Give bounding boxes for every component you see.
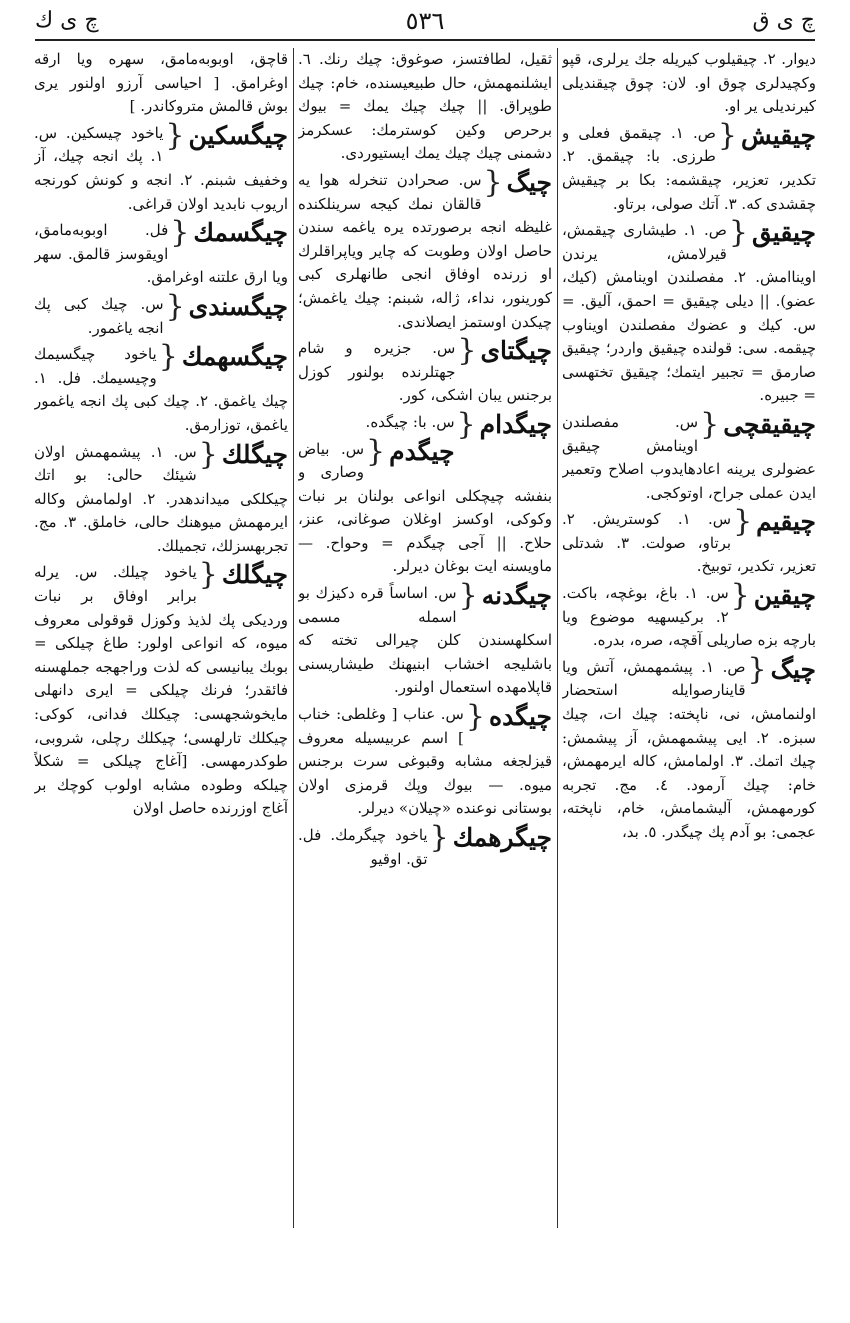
dictionary-entry	[298, 699, 552, 821]
column-middle	[298, 48, 552, 1228]
brace-glyph: {	[198, 436, 218, 472]
header-right-guide-letters: چ ی ق	[752, 8, 815, 33]
entry-definition: ص. ١. پیشمهمش، آتش ویا قاینارصوایله استحضار اولنمامش، نی، ناپخته: چیك ات، چیك سبزه. ٢. ایی پیشمهمش، آز پیشمش: چیك اتمك. ٣. اولمامش، کاله ایرمهمش، خام: چیك آرمود. ٤. مج. تجربه کورمهمش، آلیشمامش، خام، ناپخته، عجمی: بو آدم پك چیگدر. ٥. بد،	[562, 657, 816, 841]
page-number: ٥٣٦	[405, 7, 445, 35]
entry-headword: چیقیق	[751, 218, 816, 248]
brace-glyph: {	[733, 504, 753, 540]
entry-definition: س. عناب [ وغلطی: خناب ] اسم عربیسیله معروف قیزلجغه مشابه وقبوغی سرت برجنس میوه. — بیوك وپك قرمزی اولان بوستانی نوعنده «چیلان» دیرلر.	[298, 705, 552, 818]
entry-headword: چیگلك	[221, 560, 288, 590]
entry-headword: چیقین	[753, 581, 816, 611]
dictionary-entry	[34, 436, 288, 559]
dictionary-entry	[562, 504, 816, 579]
entry-definition: س. اساساً قره دکیزك بو اسمله مسمی اسکلهسندن کلن چیرالی تخته که باشلیجه اخشاب ابنیهنك طیشاریسنی قاپلامهده استعمال اولنور.	[298, 584, 552, 697]
entry-definition: ص. ١. طیشاری چیقمش، قیرلامش، یرندن اویناامش. ٢. مفصلندن اوینامش (کیك، عضو). || دیلی چیقیق = احمق، آلیق. = س. کیك و عضوك مفصلندن اویناوب چیقمه. سی: قولنده چیقیق واردر؛ چیقیق صارمق = تجبیر ایتمك؛ چیقیق تختهسی = جبیره.	[562, 221, 816, 405]
brace-glyph: {	[700, 406, 720, 442]
entry-headword: چیگسهمك	[181, 342, 288, 372]
entry-headword: چیقیش	[740, 120, 816, 150]
brace-glyph: {	[366, 433, 386, 469]
entry-definition: ص. ١. چیقمق فعلی و طرزی. با: چیقمق. ٢. تکدیر، تعزیر، چیقشمه: بکا بر چیقیش چقشدی که. ٣. آتك صولی، برتاو.	[562, 123, 816, 213]
brace-glyph: {	[458, 578, 478, 614]
dictionary-entry	[562, 117, 816, 216]
brace-glyph: {	[730, 578, 750, 614]
entry-headword: چیگسکین	[188, 120, 288, 150]
entry-definition: س. چیك کبی پك انجه یاغمور.	[34, 294, 164, 337]
entry-definition: یاخود چیگرمك. فل. تق. اوقیو	[298, 826, 428, 868]
brace-glyph: {	[728, 215, 748, 251]
entry-definition: س. صحرادن تنخرله هوا یه قالقان نمك کیجه سرینلکنده غلیظه انجه برصورتده یره یاغمه سندن حاصل اولان وطوبت که چایر ویاپراقلرك او زرنده اوفاق انجی طانهلری کبی کورینور، نداء، ژاله، شبنم: چیك یاغمش؛ چیکدن اوستمز ایصلاندی.	[298, 170, 552, 331]
brace-glyph: {	[170, 215, 190, 251]
entry-definition: یاخود چیگسیمك وچیسیمك. فل. ١. چیك یاغمق. ٢. چیك کبی پك انجه یاغمور یاغمق، توزارمق.	[34, 345, 288, 434]
entry-headword: چیگتای	[480, 336, 552, 366]
entry-definition: س. جزیره و شام جهتلرنده بولنور کوزل برجنس یبان اشکی، کور.	[298, 339, 552, 405]
page-header	[35, 6, 815, 36]
entry-definition: س. ١. باغ، بوغچه، باکت. ٢. برکیسهیه موضوع ویا بارچه بزه صاریلی آقچه، صره، بدره.	[562, 584, 816, 650]
header-rule	[35, 39, 815, 41]
entry-definition: س. مفصلندن اوینامش چیقیق عضولری یرینه اعادهایدوب اصلاح وتعمیر ایدن عملی جراح، اوتوکجی.	[562, 412, 816, 502]
dictionary-entry	[562, 651, 816, 845]
brace-glyph: {	[456, 406, 476, 442]
column-left	[34, 48, 288, 1228]
entry-definition: س. با: چیگده.	[365, 412, 455, 431]
brace-glyph: {	[483, 164, 503, 200]
dictionary-entry	[34, 557, 288, 821]
dictionary-entry	[562, 215, 816, 408]
dictionary-entry	[34, 215, 288, 290]
entry-headword: چیگسمك	[193, 218, 288, 248]
dictionary-entry	[34, 288, 288, 340]
entry-headword: چیگرهمك	[452, 823, 552, 852]
entry-headword: چیقیم	[756, 507, 816, 537]
dictionary-entry	[562, 406, 816, 505]
dictionary-entry	[562, 578, 816, 653]
column-continuation-text: قاچق، اوبوبه‌مامق، سهره ویا ارقه اوغرامق. [ احیاسی آرزو اولنور یری بوش قالمش متروكاندر. ]	[34, 50, 288, 116]
entry-definition: س. بیاض وصاری و بنفشه چیچکلی انواعی بولنان بر نبات وکوکی، اوکسز اوغلان صوغانی، عنز، حلاح. || آجی چیگدم = وحواح. — ماویسنه ایت بوغان دیرلر.	[298, 439, 552, 576]
dictionary-entry	[298, 406, 552, 442]
header-left-guide-letters: چ ی ك	[35, 8, 99, 33]
entry-headword: چیگ	[770, 654, 816, 684]
dictionary-entry	[34, 339, 288, 437]
brace-glyph: {	[465, 699, 485, 735]
entry-headword: چیگلك	[221, 439, 288, 469]
dictionary-entry	[298, 333, 552, 408]
entry-definition: فل. اوبوبه‌مامق، اویقوسز قالمق. سهر ویا ارق علتنه اوغرامق.	[34, 221, 288, 287]
entry-headword: چیگدنه	[481, 581, 552, 611]
brace-glyph: {	[747, 651, 767, 687]
column-right	[562, 48, 816, 1228]
column-divider	[293, 48, 294, 1228]
entry-definition: س. ١. کوستریش. ٢. برتاو، صولت. ٣. شدتلی تعزیر، تکدیر، توبیخ.	[562, 510, 816, 576]
entry-headword: چیگسندی	[188, 291, 288, 321]
brace-glyph: {	[457, 333, 477, 369]
entry-definition: یاخود چیلك. س. یرله برابر اوفاق بر نبات وردیکی پك لذیذ وکوزل قوقولی معروف میوه، که انواعی اولور: طاغ چیلکی = بوبك یبانیسی که لذت وراجهجه جملهسنه فائقدر؛ فرنك چیلکی = ایری دانهلی مایخوشجهسی: چیکلك فدانی، کوکی: چیکلك تارلهسی؛ چیکلك رچلی، شروبی، طوکدرمهسی. [آغاج چیلکی = شکلاً چیلکه وطوده مشابه اولوب کوچك بر آغاج اوزرنده حاصل اولان	[34, 563, 288, 818]
entry-headword: چیقیقچی	[723, 409, 816, 439]
dictionary-entry	[298, 578, 552, 700]
column-divider	[557, 48, 558, 1228]
dictionary-entry	[298, 820, 552, 871]
brace-glyph: {	[717, 117, 737, 153]
entry-definition: یاخود چیسکین. س. ١. پك انجه چیك، آز وخفیف شبنم. ٢. انجه و کونش کورنجه اریوب نابدید اولان قراغی.	[34, 123, 288, 213]
brace-glyph: {	[165, 288, 185, 324]
brace-glyph: {	[198, 557, 218, 593]
brace-glyph: {	[429, 820, 449, 855]
column-continuation-text: ثقیل، لطافتسز، صوغوق: چیك رنك. ٦. ایشلنمهمش، حال طبیعیسنده، خام: چیك طوپراق. || چیك چیك یمك = بیوك برحرص وکین کوسترمك: عسکرمز دشمنی چیك چیك یمك ایستیوردی.	[298, 50, 552, 163]
brace-glyph: {	[165, 117, 185, 153]
entry-headword: چیگدم	[389, 436, 455, 466]
entry-definition: س. ١. پیشمهمش اولان شیئك حالی: بو اتك چیکلکی میداندهدر. ٢. اولمامش وکاله ایرمهمش میوهنك حالی، خاملق. ٣. مج. تجربهسزلك، تجمیلك.	[34, 442, 288, 555]
dictionary-entry	[34, 117, 288, 216]
entry-headword: چیگدام	[479, 409, 552, 439]
entry-headword: چیگ	[506, 167, 552, 197]
dictionary-entry	[298, 433, 552, 580]
dictionary-entry	[298, 164, 552, 334]
column-continuation-text: دیوار. ٢. چیقیلوب کیریله جك یرلری، قپو وکچیدلری چوق او. لان: چوق چیقندیلی کیرندیلی یر او.	[562, 50, 816, 116]
brace-glyph: {	[158, 339, 178, 375]
entry-headword: چیگده	[488, 702, 552, 732]
